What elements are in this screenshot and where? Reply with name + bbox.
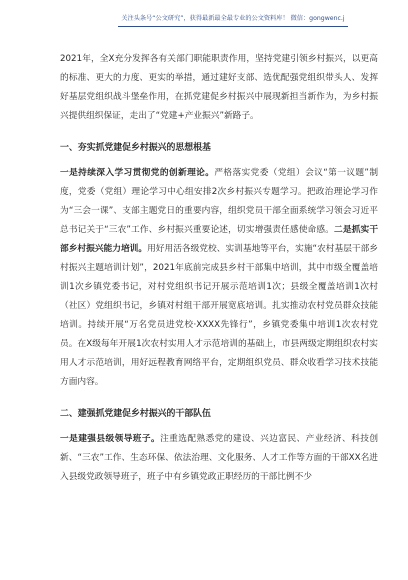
document-body (60, 50, 378, 495)
intro-paragraph: 2021年，全X充分发挥各有关部门职能职责作用，坚持党建引领乡村振兴，以更高的标准、更大的力度、更实的举措，通过建好支部、选优配强党组织带头人、发挥好基层党组织战斗堡垒作用，在抓党建促乡村振兴中展现新担当新作为，为乡村振兴提供组织保证，走出了“党建+产业振兴”新路子。 (60, 54, 378, 121)
section1-lead-2: 二是抓实干部乡村振兴能力培训。 (60, 225, 378, 254)
section1-text-2: 用好用活各级党校、实训基地等平台，实施“农村基层干部乡村振兴主题培训计划”，2021年底前完成县乡村干部集中培训，其中市级全覆盖培训1次乡镇党委书记，对村党组织书记开展示范培训1次；县级全覆盖培训1次村（社区）党组织书记，乡镇对村组干部开展宽底培训。扎实推动农村党员群众技能培训。持续开展“万名党员进党校·XXXX先锋行”，乡镇党委集中培训1次农村党员。在X级每年开展1次农村实用人才示范培训的基础上，市县两级定期组织农村实用人才示范培训，用好远程教育网络平台，定期组织党员、群众收看学习技术技能方面内容。 (60, 244, 378, 387)
section2-lead-1: 一是建强县级领导班子。 (60, 434, 161, 444)
section-heading-2: 二、建强抓党建促乡村振兴的干部队伍 (60, 409, 211, 419)
section2-paragraph-1 (60, 430, 378, 487)
header-banner: 关注头条号“公文研究”，获得最新最全最专业的公文资料库！ 微信：gongwenc.j (118, 12, 348, 27)
section1-paragraph-1 (60, 164, 378, 392)
section2-text-1: 注重选配熟悉党的建设、兴边富民、产业经济、科技创新、“三农”工作、生态环保、依法治理、文化服务、人才工作等方面的干部XX名进入县级党政领导班子，班子中有乡镇党政正职经历的干部比例不少 (60, 434, 379, 482)
section1-lead-1: 一是持续深入学习贯彻党的创新理论。 (60, 168, 215, 178)
section-heading-1: 一、夯实抓党建促乡村振兴的思想根基 (60, 143, 211, 153)
section1-text-1: 严格落实党委（党组）会议“第一议题”制度，党委（党组）理论学习中心组安排2次乡村振兴专题学习。把政治理论学习作为“三会一课”、支部主题党日的重要内容，组织党员干部全面系统学习领会习近平总书记关于“三农”工作、乡村振兴重要论述，切实增强责任感使命感。 (60, 168, 379, 235)
